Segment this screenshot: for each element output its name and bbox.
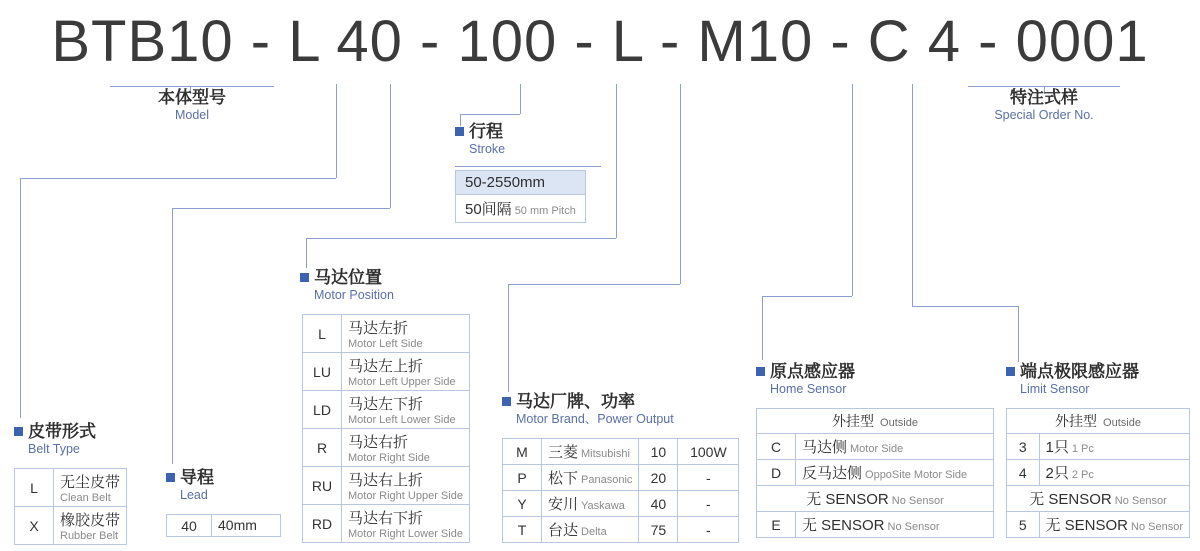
heading-limit-sensor-cn [1006,362,1139,382]
leader-line-belt-h [20,178,336,179]
limit-sensor-en-3: No Sensor [1131,521,1183,533]
motor-power-code-2: 40 [639,491,678,517]
motor-position-table [302,314,470,543]
belt-type-table [14,468,127,545]
leader-line-lead-v1 [390,84,391,208]
home-sensor-desc-2 [757,486,994,512]
table-row [1007,486,1190,512]
table-row [15,469,127,507]
belt-type-cn-1: 橡胶皮带 [60,512,121,529]
heading-lead-cn [166,468,214,488]
heading-limit-sensor [1006,362,1139,397]
leader-line-lead-v2 [172,208,173,464]
limit-sensor-en-1: 2 Pc [1071,469,1094,481]
motor-brand-name-2 [542,491,639,517]
heading-home-sensor [756,362,855,397]
heading-limit-sensor-en: Limit Sensor [1020,382,1090,396]
motor-power-code-3: 75 [639,517,678,543]
motor-position-code-1: LU [303,353,342,391]
heading-model-en: Model [174,108,210,122]
belt-type-en-0: Clean Belt [60,492,111,504]
motor-position-code-0: L [303,315,342,353]
bullet-square-icon [14,427,23,436]
leader-line-motorbrand-v1 [680,84,681,284]
leader-line-belt-v2 [20,178,21,418]
motor-brand-table [502,438,739,543]
heading-stroke-cn [455,122,505,142]
motor-position-code-3: R [303,429,342,467]
leader-line-stroke-base [455,166,601,167]
home-sensor-cn-0: 马达侧 [802,439,848,456]
limit-sensor-desc-3 [1039,512,1190,538]
heading-lead-en: Lead [180,488,208,502]
heading-belt-type [14,422,96,457]
home-sensor-subheader [757,409,994,434]
motor-position-code-5: RD [303,505,342,543]
table-row [167,515,281,537]
bullet-square-icon [300,273,309,282]
leader-line-limit-h [912,306,1018,307]
table-row [303,353,470,391]
motor-position-code-4: RU [303,467,342,505]
motor-position-cn-1: 马达左上折 [348,358,424,375]
limit-sensor-sub-en: Outside [1103,417,1141,429]
motor-position-en-0: Motor Left Side [348,338,423,350]
table-row [303,467,470,505]
table-row [757,409,994,434]
table-row [503,439,739,465]
motor-power-code-1: 20 [639,465,678,491]
home-sensor-en-3: No Sensor [887,521,940,533]
lead-value-0: 40mm [212,515,281,537]
leader-line-limit-v1 [912,84,913,306]
heading-home-sensor-cn [756,362,855,382]
leader-line-belt-v1 [336,84,337,178]
leader-line-home-v2 [762,296,763,360]
heading-belt-type-cn-text: 皮带形式 [28,422,96,441]
motor-position-cn-2: 马达左下折 [348,396,424,413]
table-row [303,505,470,543]
bullet-square-icon [502,397,511,406]
belt-type-desc-0 [54,469,127,507]
home-sensor-code-0: C [757,434,796,460]
leader-line-lead-h [172,208,390,209]
heading-special-order [968,88,1120,123]
motor-position-en-1: Motor Left Upper Side [348,376,456,388]
heading-belt-type-en: Belt Type [28,442,80,456]
leader-line-home-v1 [852,84,853,296]
limit-sensor-cn-1: 2只 [1045,465,1069,482]
heading-special-order-en: Special Order No. [994,108,1094,122]
motor-brand-cn-0: 三菱 [548,444,579,461]
home-sensor-cn-1: 反马达侧 [802,465,863,482]
home-sensor-table [756,408,994,538]
limit-sensor-code-1: 4 [1007,460,1040,486]
leader-line-stroke-h [460,114,520,115]
motor-position-desc-3 [342,429,470,467]
limit-sensor-desc-1 [1039,460,1190,486]
stroke-pitch-cn: 50间隔 [465,201,512,218]
limit-sensor-desc-0 [1039,434,1190,460]
heading-motor-brand-cn [502,392,674,412]
motor-position-desc-4 [342,467,470,505]
leader-line-motorbrand-v2 [508,284,509,392]
limit-sensor-en-2: No Sensor [1114,495,1167,507]
motor-position-cn-4: 马达右上折 [348,472,424,489]
table-row [303,391,470,429]
home-sensor-desc-1 [796,460,994,486]
bullet-square-icon [756,367,765,376]
home-sensor-sub-en: Outside [880,417,918,429]
motor-brand-cn-2: 安川 [548,496,579,513]
motor-position-code-2: LD [303,391,342,429]
heading-model-cn: 本体型号 [158,88,226,107]
heading-stroke-cn-text: 行程 [469,122,503,141]
leader-line-home-h [762,296,852,297]
table-row [757,460,994,486]
motor-position-cn-5: 马达右下折 [348,510,424,527]
leader-line-motorpos-v1 [616,84,617,238]
table-row [757,434,994,460]
table-row [15,507,127,545]
leader-line-motorpos-v2 [306,238,307,268]
home-sensor-desc-0 [796,434,994,460]
motor-brand-cn-3: 台达 [548,522,579,539]
belt-type-code-1: X [15,507,54,545]
table-row [1007,512,1190,538]
home-sensor-code-1: D [757,460,796,486]
home-sensor-en-0: Motor Side [850,443,904,455]
leader-line-motorbrand-h [508,284,680,285]
motor-brand-code-3: T [503,517,542,543]
leader-line-limit-v2 [1018,306,1019,362]
motor-power-3: - [678,517,739,543]
heading-belt-type-cn [14,422,96,442]
limit-sensor-sub-cn: 外挂型 [1055,413,1098,429]
bullet-square-icon [1006,367,1015,376]
home-sensor-sub-cn: 外挂型 [832,413,875,429]
home-sensor-cn-3: 无 SENSOR [802,517,885,534]
motor-power-1: - [678,465,739,491]
belt-type-en-1: Rubber Belt [60,530,119,542]
heading-limit-sensor-cn-text: 端点极限感应器 [1020,362,1139,381]
motor-brand-name-0 [542,439,639,465]
table-row [1007,460,1190,486]
limit-sensor-cn-0: 1只 [1045,439,1069,456]
heading-motor-position-cn [300,268,394,288]
limit-sensor-en-0: 1 Pc [1071,443,1094,455]
home-sensor-en-2: No Sensor [891,495,944,507]
limit-sensor-subheader [1007,409,1190,434]
heading-motor-position-en: Motor Position [314,288,394,302]
table-row [757,512,994,538]
motor-position-desc-2 [342,391,470,429]
stroke-pitch-en: 50 mm Pitch [514,205,576,217]
heading-motor-brand-en: Motor Brand、Power Output [516,412,674,426]
heading-motor-brand [502,392,674,427]
table-row [1007,409,1190,434]
heading-home-sensor-cn-text: 原点感应器 [770,362,855,381]
limit-sensor-cn-3: 无 SENSOR [1045,517,1129,534]
table-row [503,465,739,491]
bullet-square-icon [455,127,464,136]
heading-stroke-en: Stroke [469,142,506,156]
motor-position-desc-5 [342,505,470,543]
lead-table [166,514,281,537]
belt-type-cn-0: 无尘皮带 [60,474,121,491]
home-sensor-en-1: OppoSite Motor Side [865,469,968,481]
limit-sensor-code-3: 5 [1007,512,1040,538]
belt-type-code-0: L [15,469,54,507]
motor-position-desc-0 [342,315,470,353]
leader-line-model [110,86,274,87]
motor-brand-en-0: Mitsubishi [581,448,630,460]
table-row [503,517,739,543]
table-row [757,486,994,512]
heading-lead-cn-text: 导程 [180,468,214,487]
home-sensor-desc-3 [796,512,994,538]
heading-home-sensor-en: Home Sensor [770,382,847,396]
motor-position-en-5: Motor Right Lower Side [348,528,463,540]
motor-brand-cn-1: 松下 [548,470,579,487]
heading-model [110,88,274,123]
heading-lead [166,468,214,503]
heading-motor-position-cn-text: 马达位置 [314,268,382,287]
motor-brand-code-1: P [503,465,542,491]
stroke-range: 50-2550mm [455,170,586,195]
motor-power-0: 100W [678,439,739,465]
heading-special-order-cn: 特注式样 [1010,88,1078,107]
home-sensor-cn-2: 无 SENSOR [806,491,889,508]
motor-position-en-4: Motor Right Upper Side [348,490,463,502]
heading-motor-position [300,268,394,303]
bullet-square-icon [166,473,175,482]
table-row [1007,434,1190,460]
motor-brand-code-2: Y [503,491,542,517]
motor-position-desc-1 [342,353,470,391]
table-row [303,315,470,353]
motor-brand-name-1 [542,465,639,491]
stroke-value-box [455,170,586,223]
belt-type-desc-1 [54,507,127,545]
motor-brand-code-0: M [503,439,542,465]
leader-line-stroke-v1 [520,84,521,114]
motor-power-2: - [678,491,739,517]
limit-sensor-desc-2 [1007,486,1190,512]
motor-position-en-3: Motor Right Side [348,452,430,464]
stroke-pitch [455,195,586,223]
motor-position-cn-0: 马达左折 [348,320,409,337]
limit-sensor-cn-2: 无 SENSOR [1029,491,1112,508]
motor-power-code-0: 10 [639,439,678,465]
motor-brand-name-3 [542,517,639,543]
motor-brand-en-3: Delta [581,526,607,538]
limit-sensor-code-0: 3 [1007,434,1040,460]
lead-code-0: 40 [167,515,212,537]
motor-position-en-2: Motor Left Lower Side [348,414,456,426]
table-row [303,429,470,467]
limit-sensor-table [1006,408,1190,538]
heading-motor-brand-cn-text: 马达厂牌、功率 [516,392,635,411]
part-number-code: BTB10 - L 40 - 100 - L - M10 - C 4 - 0001 [51,9,1149,74]
table-row [503,491,739,517]
motor-brand-en-1: Panasonic [581,474,633,486]
heading-stroke [455,122,505,157]
motor-brand-en-2: Yaskawa [581,500,625,512]
home-sensor-code-3: E [757,512,796,538]
leader-line-motorpos-h [306,238,616,239]
motor-position-cn-3: 马达右折 [348,434,409,451]
